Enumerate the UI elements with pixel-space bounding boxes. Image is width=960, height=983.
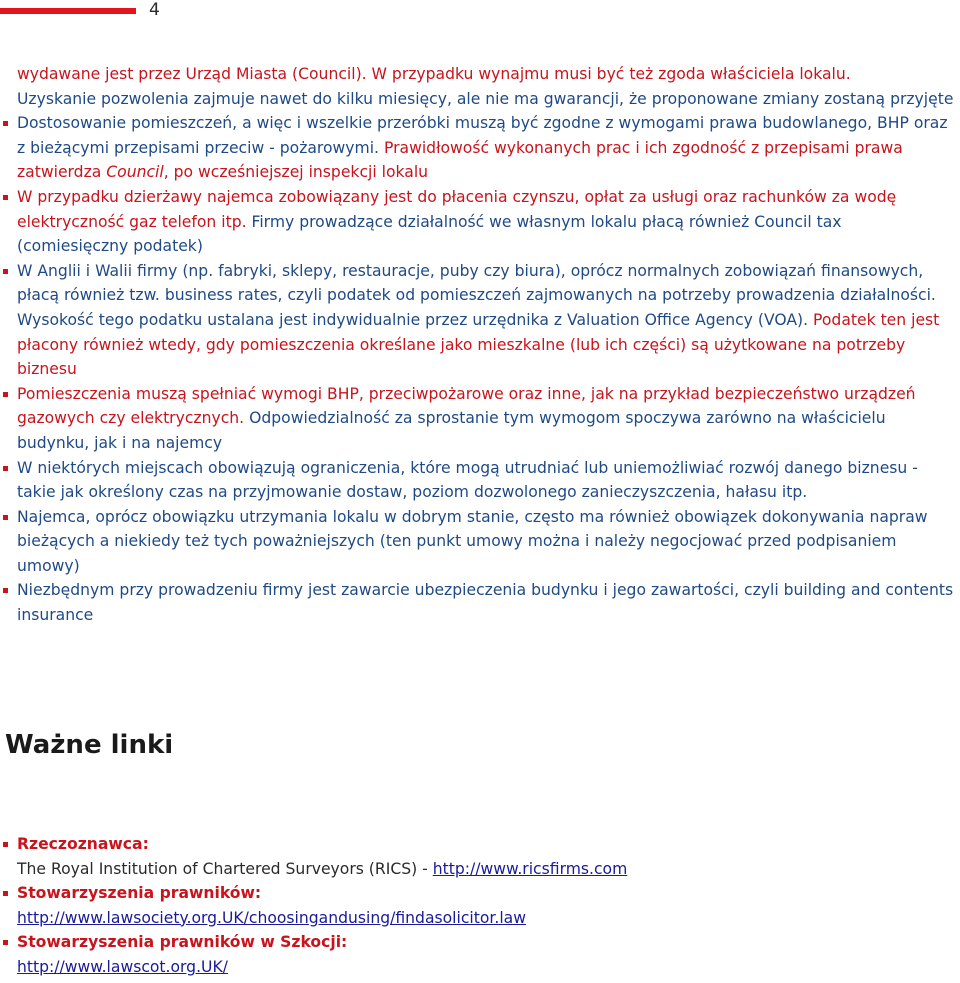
bullet-1-part-1: Dostosowanie pomieszczeń, a więc i wszelkie przeróbki muszą być zgodne z wymogami prawa budowlanego, BHP oraz z bieżącymi przepisami przeciw - pożarowymi. — [17, 114, 948, 157]
list-item — [17, 259, 957, 382]
bullet-1-part-3: , po wcześniejszej inspekcji lokalu — [163, 163, 429, 182]
list-item — [17, 578, 957, 627]
bullet-5-part-1: W niektórych miejscach obowiązują ograniczenia, które mogą utrudniać lub uniemożliwiać rozwój danego biznesu - takie jak określony czas na przyjmowanie dostaw, poziom dozwolonego zanieczyszczenia, hałasu itp. — [17, 458, 918, 502]
list-item — [17, 505, 957, 579]
header-accent-bar — [0, 8, 136, 14]
requirements-list — [17, 111, 957, 627]
bullet-1-italic: Council — [106, 163, 164, 182]
bullet-3-part-1: W Anglii i Walii firmy (np. fabryki, sklepy, restauracje, puby czy biura), oprócz normalnych zobowiązań finansowych, płacą również tzw. business rates, czyli podatek od pomieszczeń zajmowanych na potrzeby prowadzenia działalności. — [17, 261, 936, 305]
bullet-1-part-2: Prawidłowość wykonanych prac i ich zgodność z przepisami prawa zatwierdza — [17, 138, 903, 182]
intro-text-blue: Uzyskanie pozwolenia zajmuje nawet do kilku miesięcy, ale nie ma gwarancji, że proponowane zmiany zostaną przyjęte — [17, 89, 954, 108]
page-number: 4 — [149, 0, 160, 20]
body-text — [17, 62, 957, 628]
bullet-4-part-2: Odpowiedzialność za sprostanie tym wymogom spoczywa zarówno na właścicielu budynku, jak i na najemcy — [17, 409, 886, 452]
intro-paragraph — [17, 62, 957, 111]
link-item-lawsociety — [17, 881, 947, 930]
lawscot-link[interactable]: http://www.lawscot.org.UK/ — [17, 957, 228, 976]
link-item-rics — [17, 832, 947, 881]
links-section — [17, 832, 947, 980]
list-item — [17, 382, 957, 456]
ricsfirms-link[interactable]: http://www.ricsfirms.com — [432, 859, 628, 878]
bullet-2-part-1: W przypadku dzierżawy najemca zobowiązany jest do płacenia czynszu, opłat za usługi oraz rachunków za wodę elektryczność gaz telefon itp. — [17, 187, 897, 231]
bullet-3-part-2: Wysokość tego podatku ustalana jest indywidualnie przez urzędnika z Valuation Office Agency (VOA). — [17, 310, 809, 329]
bullet-3-part-3: Podatek ten jest płacony również wtedy, gdy pomieszczenia określane jako mieszkalne (lub ich części) są użytkowane na potrzeby biznesu — [17, 310, 940, 379]
link-label: Stowarzyszenia prawników w Szkocji: — [17, 933, 348, 952]
link-description: The Royal Institution of Chartered Surveyors (RICS) - — [17, 859, 433, 878]
list-item — [17, 111, 957, 185]
lawsociety-link[interactable]: http://www.lawsociety.org.UK/choosingandusing/findasolicitor.law — [17, 908, 526, 927]
list-item — [17, 456, 957, 505]
intro-text-red: wydawane jest przez Urząd Miasta (Council). W przypadku wynajmu musi być też zgoda właściciela lokalu. — [17, 65, 851, 83]
bullet-6-part-1: Najemca, oprócz obowiązku utrzymania lokalu w dobrym stanie, często ma również obowiązek dokonywania napraw bieżących a niekiedy też tych poważniejszych (ten punkt umowy można i należy negocjować przed podpisaniem umowy) — [17, 507, 928, 575]
link-label: Stowarzyszenia prawników: — [17, 884, 262, 903]
bullet-4-part-1: Pomieszczenia muszą spełniać wymogi BHP, przeciwpożarowe oraz inne, jak na przykład bezpieczeństwo urządzeń gazowych czy elektrycznych. — [17, 384, 916, 428]
links-list — [17, 832, 947, 980]
bullet-2-part-2: Firmy prowadzące działalność we własnym lokalu płacą również Council tax (comiesięczny podatek) — [17, 212, 842, 256]
links-section-title: Ważne linki — [5, 730, 174, 760]
list-item — [17, 185, 957, 259]
link-item-lawscot — [17, 930, 947, 979]
bullet-7-part-1: Niezbędnym przy prowadzeniu firmy jest zawarcie ubezpieczenia budynku i jego zawartości, czyli building and contents insurance — [17, 581, 954, 625]
link-label: Rzeczoznawca: — [17, 835, 149, 853]
